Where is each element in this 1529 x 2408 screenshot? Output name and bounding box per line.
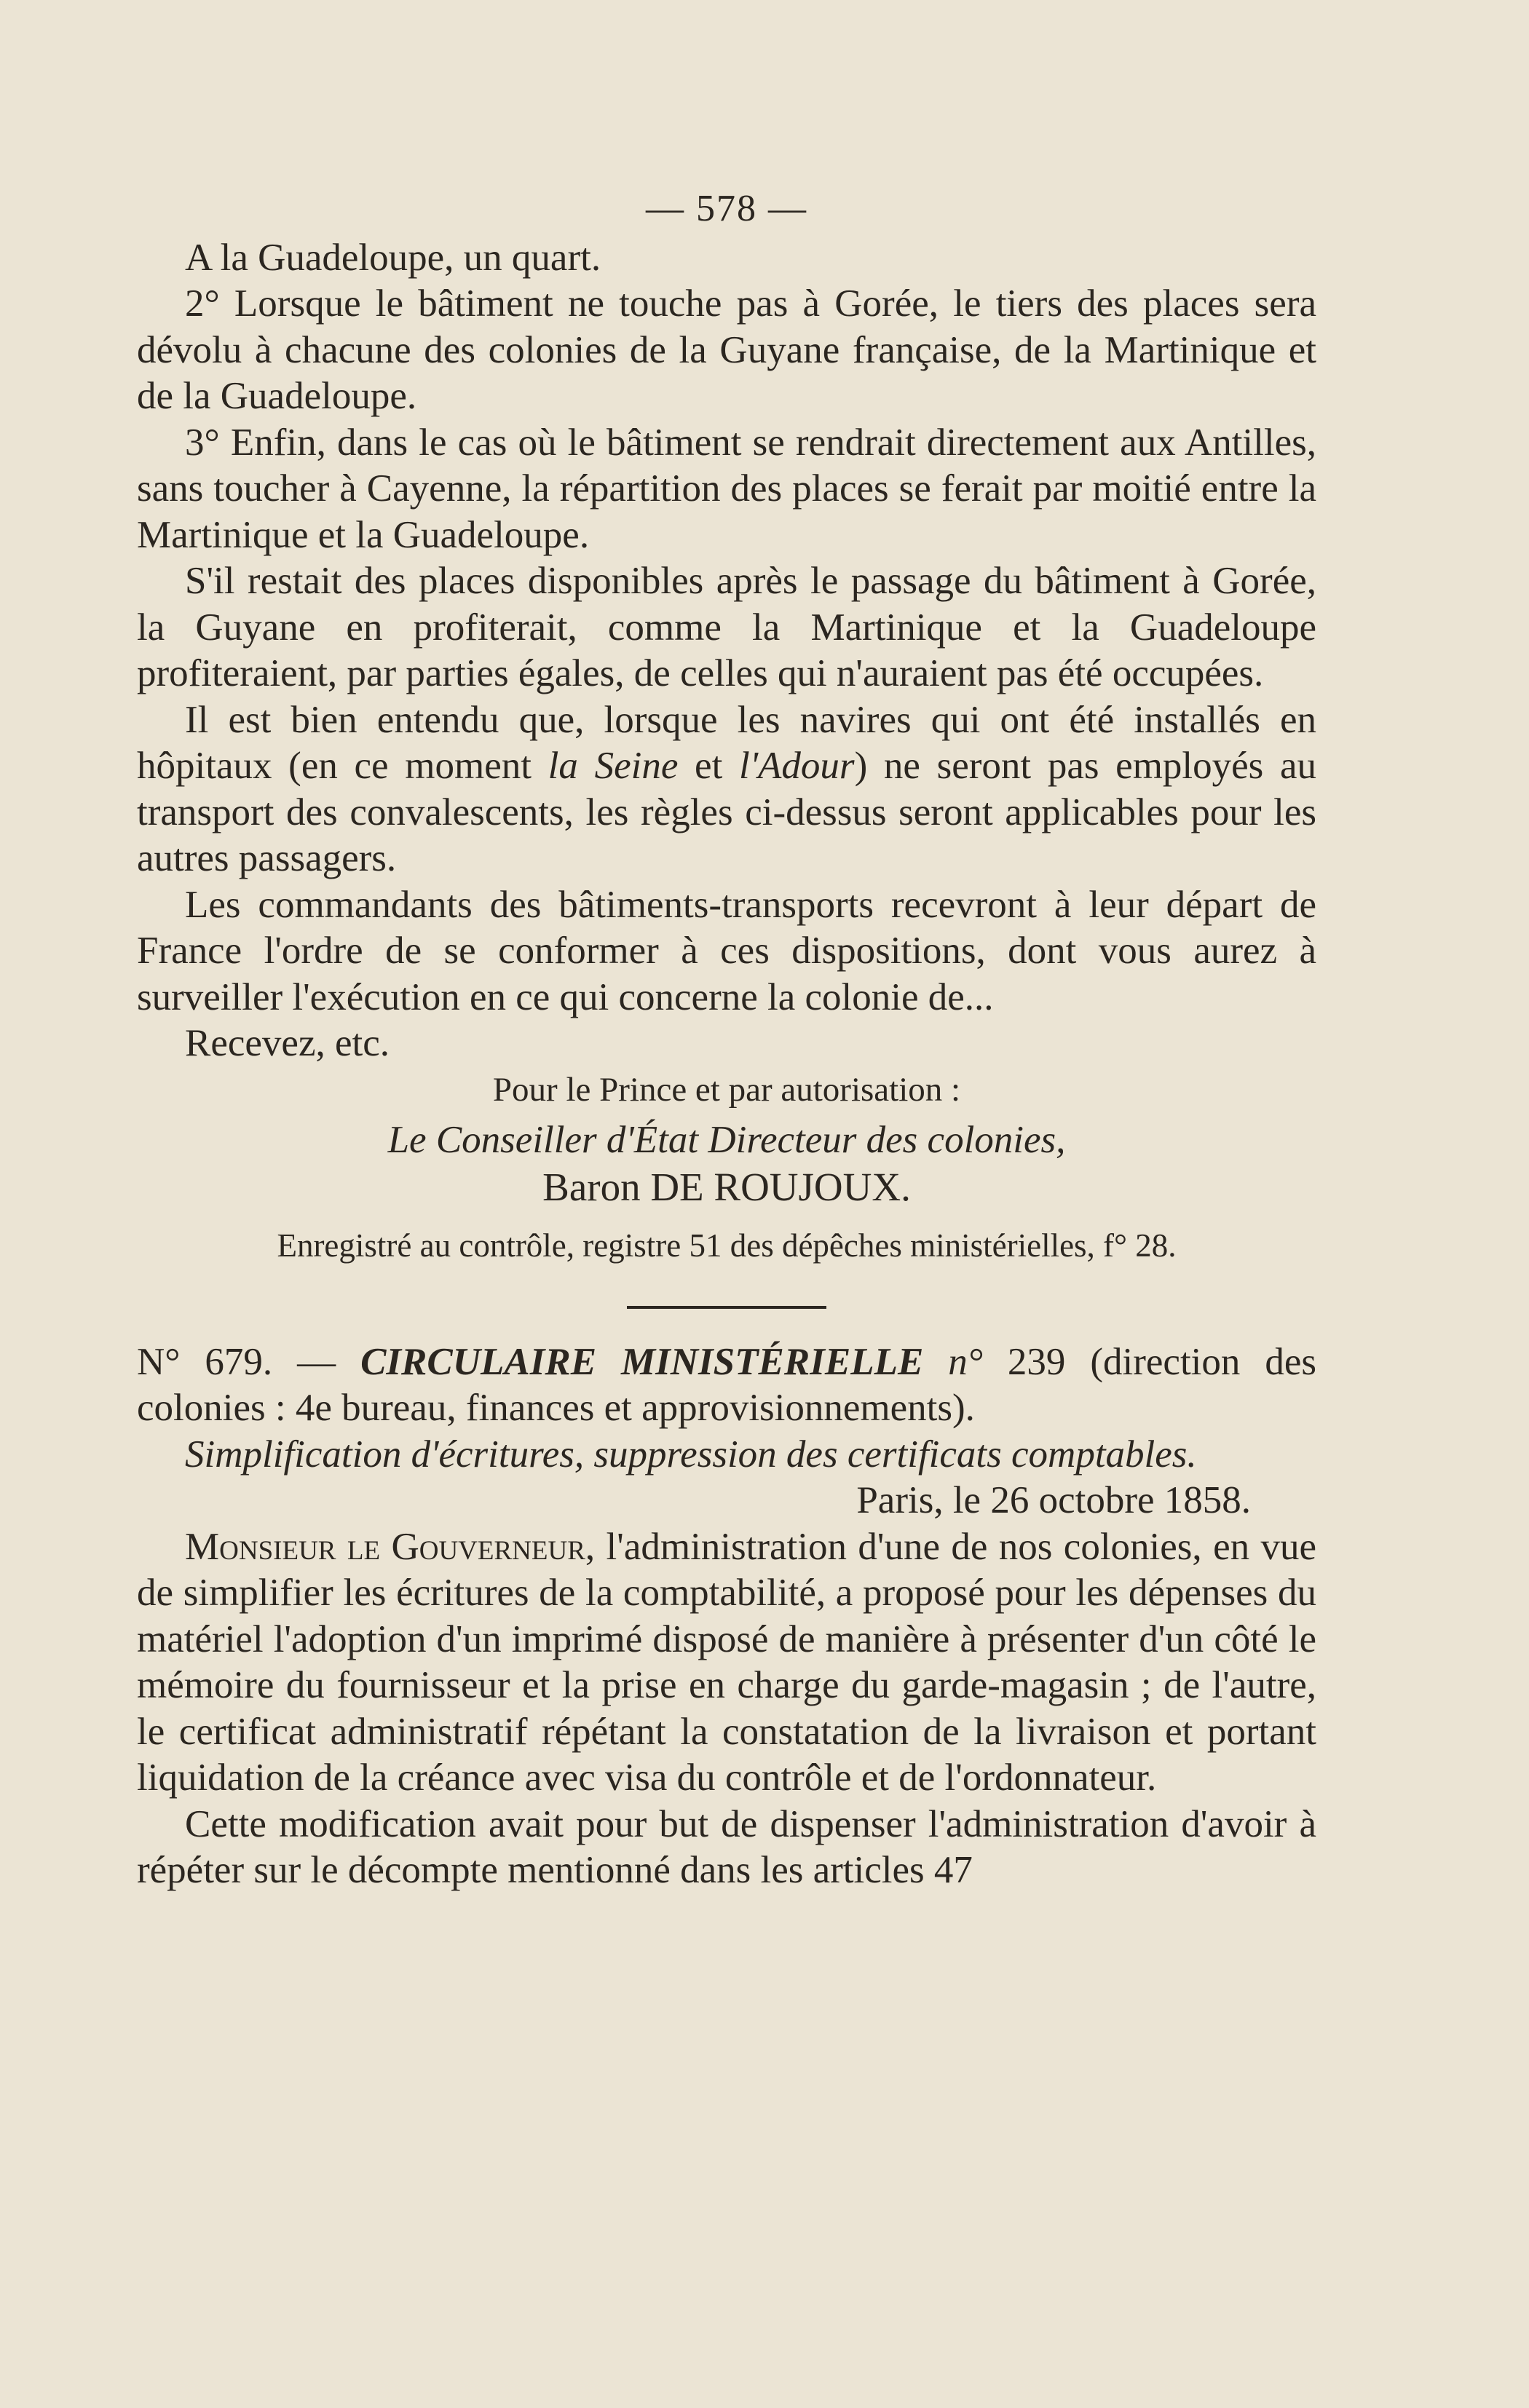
section-divider	[627, 1306, 826, 1309]
paragraph-2: 2° Lorsque le bâtiment ne touche pas à Gorée, le tiers des places sera dévolu à chacune des colonies de la Guyane française, de la Martinique et de la Guadeloupe.	[137, 282, 1316, 417]
circular-n: n°	[923, 1340, 983, 1383]
closing: Recevez, etc.	[185, 1022, 390, 1064]
circular-heading	[137, 1339, 1316, 1432]
paragraph-guadeloupe: A la Guadeloupe, un quart.	[185, 236, 601, 279]
page-body	[137, 186, 1316, 1894]
paragraph-5-text-c: ) ne seront pas employés au transport des convalescents, les règles ci-dessus seront applicables pour les autres passagers.	[137, 745, 1317, 879]
circular-paragraph-1-text: , l'administration d'une de nos colonies, en vue de simplifier les écritures de la comptabilité, a proposé pour les dépenses du matériel l'adoption d'un imprimé disposé de manière à présenter d'un côté le mémoire du fournisseur et la prise en charge du garde-magasin ; de l'autre, le certificat administratif répétant la constatation de la livraison et portant liquidation de la créance avec visa du contrôle et de l'ordonnateur.	[137, 1525, 1317, 1799]
paragraph-6: Les commandants des bâtiments-transports recevront à leur départ de France l'ordre de se conformer à ces dispositions, dont vous aurez à surveiller l'exécution en ce qui concerne la colonie de...	[137, 883, 1316, 1018]
signature-name: Baron DE ROUJOUX.	[542, 1164, 911, 1209]
paragraph-5-text-b: et	[678, 745, 739, 787]
circular-subject: Simplification d'écritures, suppression des certificats comptables.	[185, 1433, 1197, 1476]
paragraph-4: S'il restait des places disponibles après le passage du bâtiment à Gorée, la Guyane en profiterait, comme la Martinique et la Guadeloupe profiteraient, par parties égales, de celles qui n'auraient pas été occupées.	[137, 560, 1316, 694]
paragraph-3: 3° Enfin, dans le cas où le bâtiment se rendrait directement aux Antilles, sans toucher à Cayenne, la répartition des places se ferait par moitié entre la Martinique et la Guadeloupe.	[137, 421, 1316, 556]
page-number: — 578 —	[646, 188, 807, 229]
ship-name-seine: la Seine	[548, 745, 679, 787]
signature-title: Le Conseiller d'État Directeur des colonies,	[387, 1119, 1066, 1161]
circular-heading-rest: 239 (direction des colonies : 4e bureau, finances et approvisionnements).	[137, 1340, 1316, 1429]
dateline: Paris, le 26 octobre 1858.	[856, 1479, 1251, 1521]
signature-authorization: Pour le Prince et par autorisation :	[492, 1070, 961, 1109]
circular-paragraph-2: Cette modification avait pour but de dispenser l'administration d'avoir à répéter sur le décompte mentionné dans les articles 47	[137, 1802, 1316, 1891]
paragraph-5-text-a: Il est bien entendu que, lorsque les navires qui ont été installés en hôpitaux (en ce moment	[137, 698, 1316, 787]
salutation: Monsieur le Gouverneur	[185, 1525, 585, 1568]
circular-paragraph-1	[137, 1524, 1316, 1802]
circular-number: N° 679. —	[137, 1340, 361, 1383]
ship-name-adour: l'Adour	[739, 745, 855, 787]
circular-title: CIRCULAIRE MINISTÉRIELLE	[360, 1340, 924, 1383]
registration-note: Enregistré au contrôle, registre 51 des dépêches ministérielles, f° 28.	[277, 1227, 1177, 1264]
paragraph-5	[137, 697, 1316, 882]
